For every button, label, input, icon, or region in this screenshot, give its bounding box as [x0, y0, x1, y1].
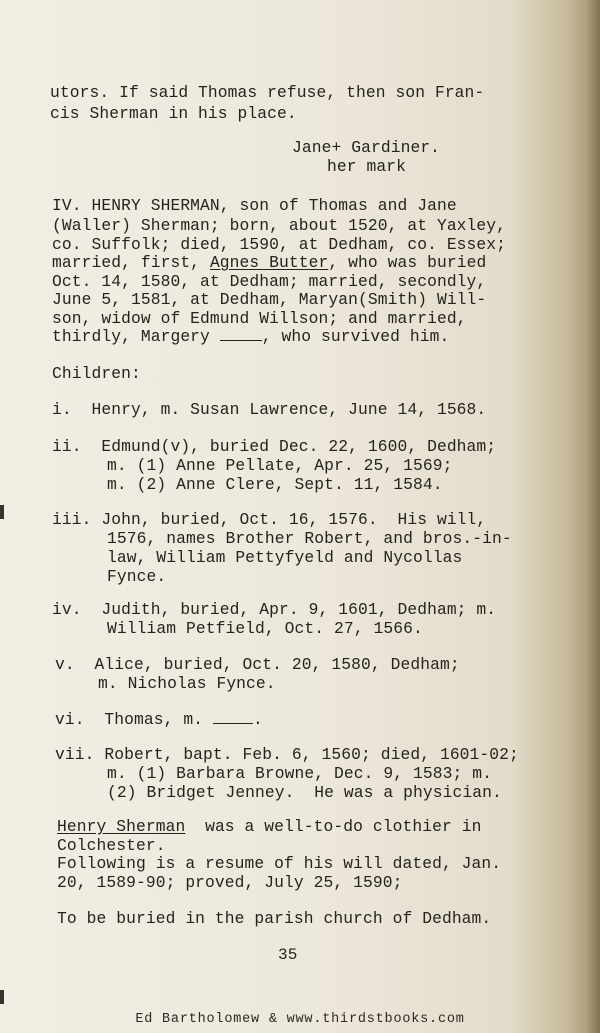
child-entry: i. Henry, m. Susan Lawrence, June 14, 1568. [52, 400, 487, 419]
signature-name: Jane+ Gardiner. [292, 138, 441, 157]
text-line: co. Suffolk; died, 1590, at Dedham, co. Essex; [52, 235, 507, 254]
watermark-footer: Ed Bartholomew & www.thirdstbooks.com [135, 1012, 465, 1027]
signature-mark: her mark [327, 157, 406, 176]
child-entry-line: m. Nicholas Fynce. [98, 674, 276, 693]
subject-name: Henry Sherman [57, 817, 186, 836]
text-segment: vi. Thomas, m. [55, 710, 213, 729]
text-line: Following is a resume of his will dated, Jan. [57, 854, 502, 873]
text-line [52, 327, 449, 346]
child-entry-line: 1576, names Brother Robert, and bros.-in- [107, 529, 512, 548]
children-label: Children: [52, 364, 141, 383]
text-segment: was a well-to-do clothier in [185, 817, 482, 836]
child-entry: v. Alice, buried, Oct. 20, 1580, Dedham; [55, 655, 460, 674]
text-line: Colchester. [57, 836, 166, 855]
page-gutter-shadow [586, 0, 600, 1033]
text-line: (Waller) Sherman; born, about 1520, at Yaxley, [52, 216, 507, 235]
text-line: Oct. 14, 1580, at Dedham; married, secondly, [52, 272, 487, 291]
child-entry: iii. John, buried, Oct. 16, 1576. His will, [52, 510, 487, 529]
child-entry-line: (2) Bridget Jenney. He was a physician. [107, 783, 502, 802]
child-entry: ii. Edmund(v), buried Dec. 22, 1600, Dedham; [52, 437, 497, 456]
child-entry [55, 710, 263, 729]
text-segment: thirdly, Margery [52, 327, 220, 346]
blank-line [213, 711, 253, 724]
text-line: utors. If said Thomas refuse, then son Fran- [50, 83, 485, 102]
text-line: To be buried in the parish church of Dedham. [57, 909, 492, 928]
text-segment: , who survived him. [261, 327, 450, 346]
child-entry-line: m. (2) Anne Clere, Sept. 11, 1584. [107, 475, 443, 494]
text-line: IV. HENRY SHERMAN, son of Thomas and Jane [52, 196, 457, 215]
child-entry-line: William Petfield, Oct. 27, 1566. [107, 619, 423, 638]
text-line: cis Sherman in his place. [50, 104, 297, 123]
child-entry-line: law, William Pettyfyeld and Nycollas [107, 548, 463, 567]
text-line: son, widow of Edmund Willson; and married, [52, 309, 467, 328]
child-entry-line: m. (1) Barbara Browne, Dec. 9, 1583; m. [107, 764, 492, 783]
text-line: 20, 1589-90; proved, July 25, 1590; [57, 873, 403, 892]
text-line [52, 253, 486, 272]
text-line: June 5, 1581, at Dedham, Maryan(Smith) Will- [52, 290, 487, 309]
child-entry: iv. Judith, buried, Apr. 9, 1601, Dedham; m. [52, 600, 497, 619]
binding-mark [0, 990, 4, 1004]
child-entry-line: Fynce. [107, 567, 167, 586]
text-segment: . [252, 710, 263, 729]
spouse-name: Agnes Butter [209, 253, 329, 272]
child-entry-line: m. (1) Anne Pellate, Apr. 25, 1569; [107, 456, 453, 475]
child-entry: vii. Robert, bapt. Feb. 6, 1560; died, 1601-02; [55, 745, 519, 764]
text-segment: married, first, [52, 253, 210, 272]
page-number: 35 [278, 946, 298, 964]
text-line [57, 817, 481, 836]
blank-line [220, 328, 262, 341]
text-segment: , who was buried [328, 253, 487, 272]
binding-mark [0, 505, 4, 519]
